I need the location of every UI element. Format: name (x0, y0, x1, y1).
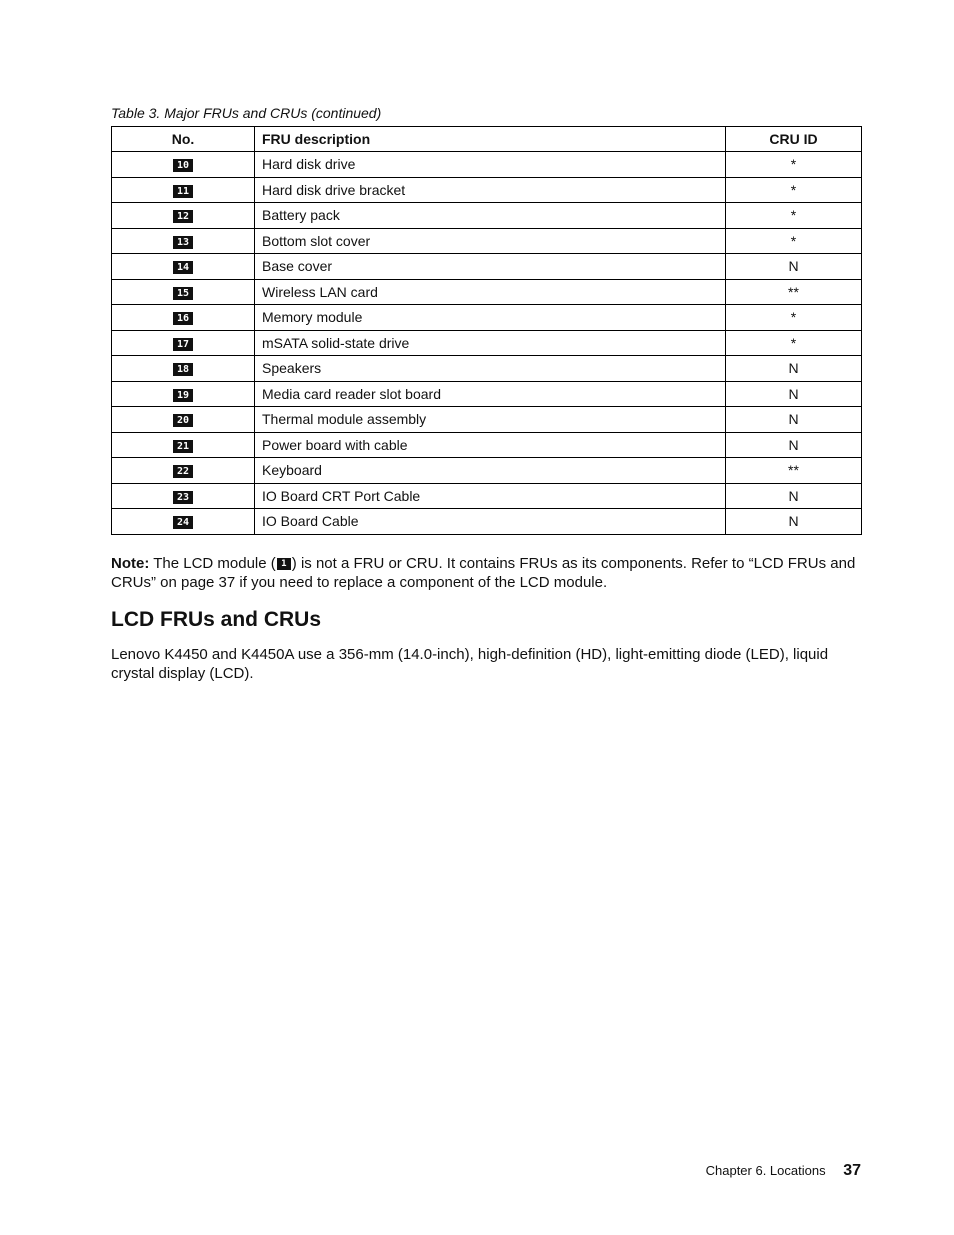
callout-badge: 17 (173, 338, 193, 351)
row-cru-id-cell: * (726, 330, 862, 356)
row-cru-id-cell: N (726, 356, 862, 382)
note-paragraph (111, 554, 871, 592)
row-number-cell (112, 381, 255, 407)
row-description-cell: Hard disk drive bracket (255, 177, 726, 203)
table-row (112, 203, 862, 229)
fru-table (111, 126, 862, 535)
row-description-cell: Wireless LAN card (255, 279, 726, 305)
row-number-cell (112, 483, 255, 509)
table-body (112, 152, 862, 535)
table-row (112, 483, 862, 509)
section-heading: LCD FRUs and CRUs (111, 608, 322, 631)
table-row (112, 407, 862, 433)
callout-badge: 1 (277, 558, 291, 570)
row-description-cell: Keyboard (255, 458, 726, 484)
row-description-cell: Battery pack (255, 203, 726, 229)
row-cru-id-cell: ** (726, 458, 862, 484)
callout-badge: 14 (173, 261, 193, 274)
row-cru-id-cell: * (726, 203, 862, 229)
callout-badge: 20 (173, 414, 193, 427)
row-cru-id-cell: N (726, 407, 862, 433)
row-number-cell (112, 330, 255, 356)
table-row (112, 330, 862, 356)
callout-badge: 10 (173, 159, 193, 172)
table-row (112, 509, 862, 535)
callout-badge: 15 (173, 287, 193, 300)
table-caption: Table 3. Major FRUs and CRUs (continued) (111, 105, 382, 121)
row-number-cell (112, 152, 255, 178)
row-description-cell: Memory module (255, 305, 726, 331)
note-text-before: The LCD module ( (149, 555, 276, 572)
header-no: No. (112, 127, 255, 152)
table-row (112, 228, 862, 254)
row-description-cell: Media card reader slot board (255, 381, 726, 407)
callout-badge: 24 (173, 516, 193, 529)
header-description: FRU description (255, 127, 726, 152)
row-number-cell (112, 458, 255, 484)
table-row (112, 177, 862, 203)
row-number-cell (112, 177, 255, 203)
row-number-cell (112, 432, 255, 458)
note-text-after: ) is not a FRU or CRU. It contains FRUs as its components. Refer to “LCD FRUs and CRUs” on page 37 if you need to replace a component of the LCD module. (111, 555, 856, 591)
callout-badge: 11 (173, 185, 193, 198)
callout-badge: 18 (173, 363, 193, 376)
callout-badge: 22 (173, 465, 193, 478)
table-row (112, 458, 862, 484)
row-description-cell: Thermal module assembly (255, 407, 726, 433)
table-row (112, 305, 862, 331)
row-number-cell (112, 254, 255, 280)
row-description-cell: mSATA solid-state drive (255, 330, 726, 356)
row-description-cell: IO Board CRT Port Cable (255, 483, 726, 509)
row-description-cell: Speakers (255, 356, 726, 382)
row-cru-id-cell: N (726, 432, 862, 458)
row-description-cell: Base cover (255, 254, 726, 280)
row-number-cell (112, 228, 255, 254)
row-description-cell: Power board with cable (255, 432, 726, 458)
row-description-cell: Bottom slot cover (255, 228, 726, 254)
row-number-cell (112, 356, 255, 382)
callout-badge: 16 (173, 312, 193, 325)
row-number-cell (112, 407, 255, 433)
table-row (112, 152, 862, 178)
table-row (112, 254, 862, 280)
callout-badge: 12 (173, 210, 193, 223)
row-cru-id-cell: * (726, 177, 862, 203)
header-cru-id: CRU ID (726, 127, 862, 152)
row-cru-id-cell: N (726, 381, 862, 407)
row-cru-id-cell: N (726, 254, 862, 280)
row-cru-id-cell: N (726, 483, 862, 509)
table-header-row (112, 127, 862, 152)
row-cru-id-cell: ** (726, 279, 862, 305)
callout-badge: 13 (173, 236, 193, 249)
callout-badge: 23 (173, 491, 193, 504)
row-description-cell: IO Board Cable (255, 509, 726, 535)
page-footer (706, 1162, 861, 1180)
row-cru-id-cell: N (726, 509, 862, 535)
row-cru-id-cell: * (726, 228, 862, 254)
table-row (112, 279, 862, 305)
row-number-cell (112, 509, 255, 535)
table-row (112, 381, 862, 407)
row-number-cell (112, 305, 255, 331)
callout-badge: 21 (173, 440, 193, 453)
row-number-cell (112, 203, 255, 229)
section-paragraph: Lenovo K4450 and K4450A use a 356-mm (14.0-inch), high-definition (HD), light-emitting diode (LED), liquid crystal display (LCD). (111, 646, 829, 682)
callout-badge: 19 (173, 389, 193, 402)
table-row (112, 432, 862, 458)
footer-chapter: Chapter 6. Locations (705, 1163, 826, 1178)
page-number: 37 (843, 1162, 861, 1179)
row-number-cell (112, 279, 255, 305)
row-cru-id-cell: * (726, 152, 862, 178)
table-row (112, 356, 862, 382)
note-label: Note: (111, 555, 150, 572)
row-description-cell: Hard disk drive (255, 152, 726, 178)
row-cru-id-cell: * (726, 305, 862, 331)
